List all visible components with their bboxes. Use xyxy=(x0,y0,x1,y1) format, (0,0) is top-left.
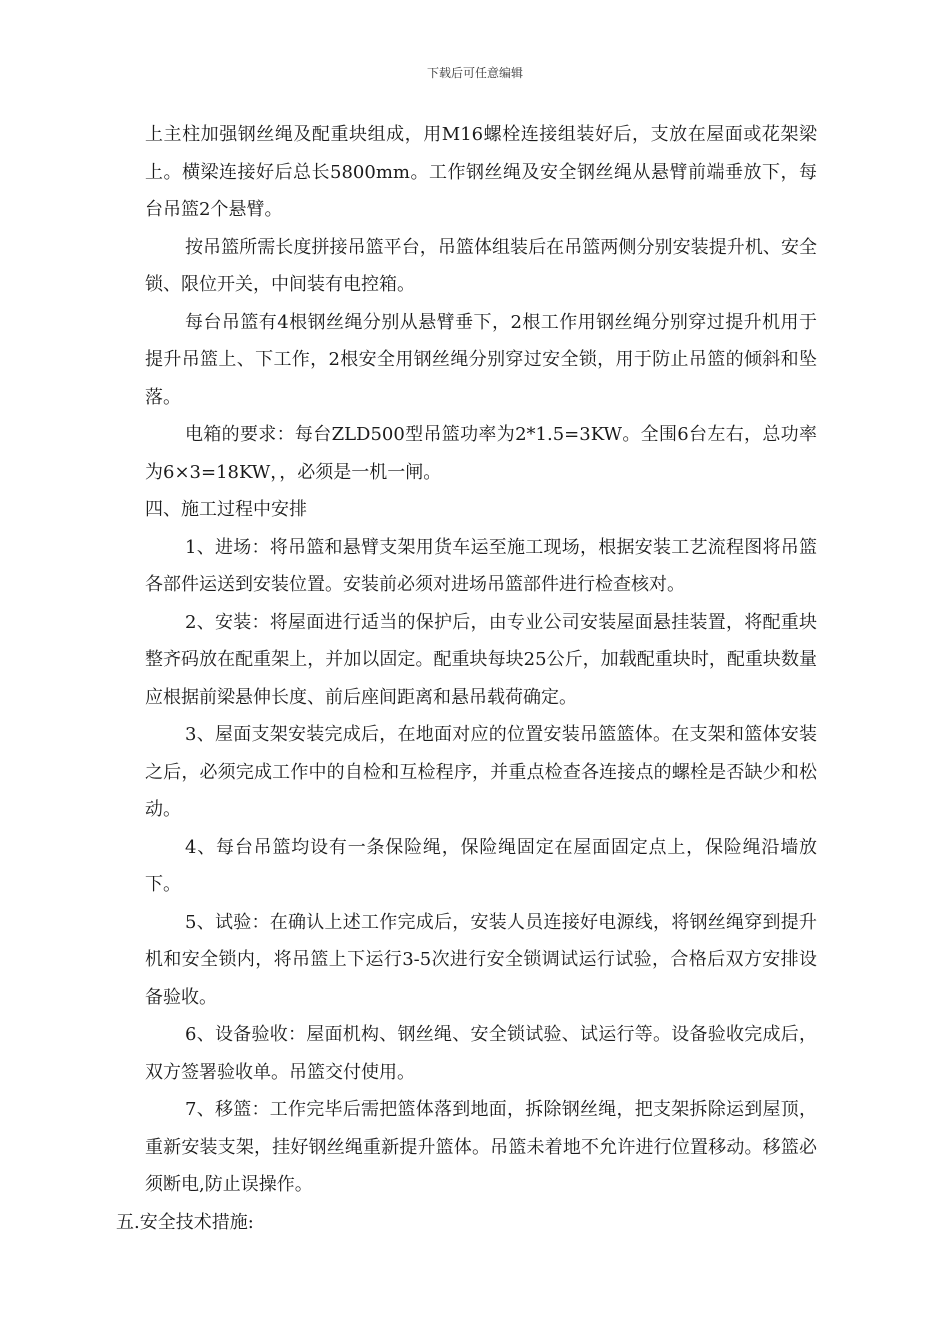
document-body xyxy=(116,116,817,1241)
page-header-note: 下载后可任意编辑 xyxy=(426,66,523,80)
paragraph-electrical-box: 电箱的要求：每台ZLD500型吊篮功率为2*1.5=3KW。全围6台左右，总功率为6×3=18KW，，必须是一机一闸。 xyxy=(145,424,817,483)
step-2-installation: 2、安装：将屋面进行适当的保护后，由专业公司安装屋面悬挂装置，将配重块整齐码放在配重架上，并加以固定。配重块每块25公斤，加载配重块时，配重块数量应根据前梁悬伸长度、前后座间距离和悬吊载荷确定。 xyxy=(145,611,817,708)
step-5-testing: 5、试验：在确认上述工作完成后，安装人员连接好电源线，将钢丝绳穿到提升机和安全锁内，将吊篮上下运行3-5次进行安全锁调试运行试验，合格后双方安排设备验收。 xyxy=(145,911,817,1008)
section-heading-5: 五.安全技术措施: xyxy=(116,1211,254,1233)
paragraph-basket-structure: 上主柱加强钢丝绳及配重块组成，用M16螺栓连接组装好后，支放在屋面或花架梁上。横梁连接好后总长5800mm。工作钢丝绳及安全钢丝绳从悬臂前端垂放下，每台吊篮2个悬臂。 xyxy=(145,124,817,220)
step-7-relocation: 7、移篮：工作完毕后需把篮体落到地面，拆除钢丝绳，把支架拆除运到屋顶，重新安装支架，挂好钢丝绳重新提升篮体。吊篮未着地不允许进行位置移动。移篮必须断电,防止误操作。 xyxy=(145,1099,817,1195)
step-6-acceptance: 6、设备验收：屋面机构、钢丝绳、安全锁试验、试运行等。设备验收完成后，双方签署验收单。吊篮交付使用。 xyxy=(145,1024,817,1083)
paragraph-wire-ropes: 每台吊篮有4根钢丝绳分别从悬臂垂下，2根工作用钢丝绳分别穿过提升机用于提升吊篮上、下工作，2根安全用钢丝绳分别穿过安全锁，用于防止吊篮的倾斜和坠落。 xyxy=(145,311,817,408)
section-heading-4: 四、施工过程中安排 xyxy=(145,499,307,520)
step-1-entry: 1、进场：将吊篮和悬臂支架用货车运至施工现场，根据安装工艺流程图将吊篮各部件运送到安装位置。安装前必须对进场吊篮部件进行检查核对。 xyxy=(145,536,817,595)
paragraph-platform-assembly: 按吊篮所需长度拼接吊篮平台，吊篮体组装后在吊篮两侧分别安装提升机、安全锁、限位开关，中间装有电控箱。 xyxy=(145,236,817,295)
step-4-safety-rope: 4、每台吊篮均设有一条保险绳，保险绳固定在屋面固定点上，保险绳沿墙放下。 xyxy=(145,836,817,895)
step-3-basket-body: 3、屋面支架安装完成后，在地面对应的位置安装吊篮篮体。在支架和篮体安装之后，必须完成工作中的自检和互检程序，并重点检查各连接点的螺栓是否缺少和松动。 xyxy=(145,724,817,820)
